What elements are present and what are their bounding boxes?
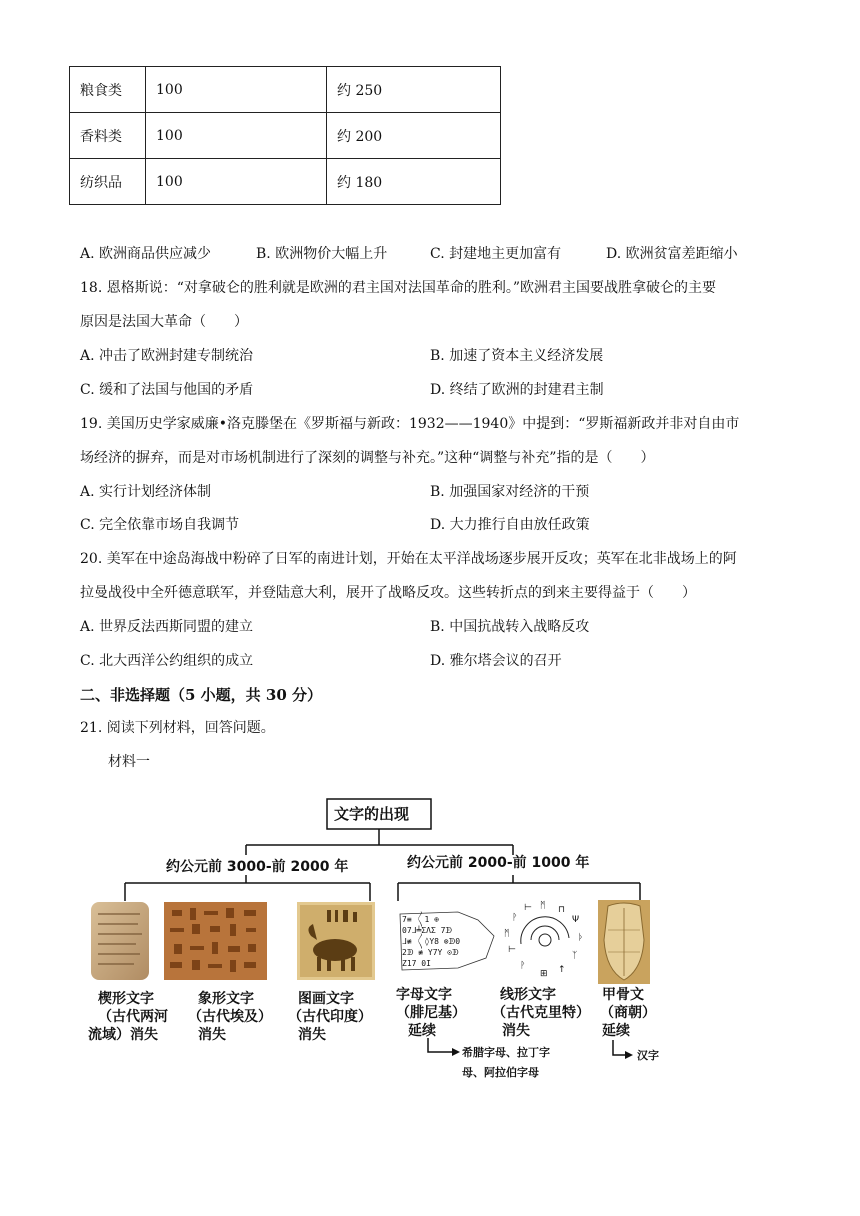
q18-stem-line1: 18. 恩格斯说：“对拿破仑的胜利就是欧洲的君主国对法国革命的胜利。”欧洲君主国要战胜拿破仑的主要 (80, 280, 717, 296)
oracle-bone-image (598, 900, 650, 984)
q17-option-d: D. 欧洲贫富差距缩小 (606, 246, 738, 262)
q17-option-c: C. 封建地主更加富有 (430, 246, 562, 262)
section-heading: 二、非选择题（5 小题，共 30 分） (80, 686, 322, 704)
writing-origin-diagram (80, 790, 680, 1100)
q18-option-d: D. 终结了欧洲的封建君主制 (430, 382, 604, 398)
table-row (70, 113, 501, 159)
table-cell: 香料类 (70, 113, 146, 159)
q19-option-c: C. 完全依靠市场自我调节 (80, 517, 240, 533)
svg-text:ᚦ: ᚦ (578, 933, 584, 943)
script-status: 消失 (298, 1027, 326, 1043)
script-name: 线形文字 (500, 987, 556, 1003)
script-status: 延续 (602, 1023, 630, 1039)
table-row (70, 159, 501, 205)
price-table (69, 66, 501, 205)
script-place: （古代克里特） (492, 1005, 590, 1021)
q19-option-a: A. 实行计划经济体制 (80, 484, 212, 500)
q19-stem-line1: 19. 美国历史学家威廉•洛克滕堡在《罗斯福与新政：1932——1940》中提到：“罗斯福新政并非对自由市 (80, 416, 740, 432)
hieroglyph-image (164, 902, 267, 980)
indus-seal-image (297, 902, 375, 980)
material-label: 材料一 (108, 754, 150, 770)
table-cell: 约 180 (327, 159, 501, 205)
alphabet-descendants-line2: 母、阿拉伯字母 (462, 1066, 539, 1079)
script-name: 楔形文字 (98, 991, 154, 1007)
cuneiform-label (88, 990, 168, 1044)
alphabet-descendants (462, 1043, 550, 1083)
svg-text:ᚹ: ᚹ (520, 961, 526, 971)
q20-option-a: A. 世界反法西斯同盟的建立 (80, 619, 254, 635)
svg-text:⊢: ⊢ (524, 903, 532, 913)
q18-option-a: A. 冲击了欧洲封建专制统治 (80, 348, 254, 364)
svg-text:ᛗ: ᛗ (540, 901, 546, 911)
q18-option-b: B. 加速了资本主义经济发展 (430, 348, 604, 364)
script-name: 甲骨文 (602, 987, 644, 1003)
q20-stem-line2: 拉曼战役中全歼德意联军，并登陆意大利，展开了战略反攻。这些转折点的到来主要得益于（ ） (80, 585, 696, 601)
script-name: 象形文字 (198, 991, 254, 1007)
q17-option-a: A. 欧洲商品供应减少 (80, 246, 212, 262)
table-cell: 粮食类 (70, 67, 146, 113)
table-cell: 纺织品 (70, 159, 146, 205)
diagram-root-label: 文字的出现 (334, 805, 410, 823)
phoenician-glyphs-3: ᒧ≢ 〱◊Y8 ⊗ᗫ0 (402, 937, 461, 946)
script-place: （古代两河 (98, 1009, 168, 1025)
script-status: 消失 (198, 1027, 226, 1043)
q19-stem-line2: 场经济的摒弃，而是对市场机制进行了深刻的调整与补充。”这种“调整与补充”指的是（ ） (80, 450, 655, 466)
svg-text:⊢: ⊢ (508, 945, 516, 955)
script-place: （腓尼基） (396, 1005, 466, 1021)
svg-text:⊓: ⊓ (558, 905, 566, 915)
svg-text:ᛗ: ᛗ (504, 929, 510, 939)
q19-option-b: B. 加强国家对经济的干预 (430, 484, 590, 500)
phoenician-script-image (398, 910, 496, 972)
script-place: （古代埃及） (188, 1009, 272, 1025)
table-cell: 100 (146, 67, 327, 113)
script-status: 消失 (502, 1023, 530, 1039)
right-period-label: 约公元前 2000-前 1000 年 (407, 855, 590, 871)
linear-label (492, 986, 590, 1040)
q18-option-c: C. 缓和了法国与他国的矛盾 (80, 382, 254, 398)
phoenician-label (396, 986, 466, 1040)
q19-option-d: D. 大力推行自由放任政策 (430, 517, 590, 533)
cuneiform-tablet-image (88, 900, 152, 982)
oracle-label (602, 986, 656, 1040)
phoenician-glyphs-4: 2ᗫ ≢ Y7Y ⊙ᗫ (402, 948, 459, 957)
svg-text:↑: ↑ (558, 965, 566, 975)
script-status: 延续 (408, 1023, 436, 1039)
svg-text:ᛉ: ᛉ (572, 951, 578, 961)
table-row (70, 67, 501, 113)
hieroglyph-label (188, 990, 272, 1044)
svg-text:ᚹ: ᚹ (512, 913, 518, 923)
table-cell: 约 200 (327, 113, 501, 159)
alphabet-descendants-line1: 希腊字母、拉丁字 (462, 1046, 550, 1059)
script-place: （商朝） (600, 1005, 656, 1021)
table-cell: 约 250 (327, 67, 501, 113)
script-name: 字母文字 (396, 987, 452, 1003)
q20-stem-line1: 20. 美军在中途岛海战中粉碎了日军的南进计划，开始在太平洋战场逐步展开反攻；英军在北非战场上的阿 (80, 551, 737, 567)
table-cell: 100 (146, 159, 327, 205)
q20-option-c: C. 北大西洋公约组织的成立 (80, 653, 254, 669)
q18-stem-line2: 原因是法国大革命（ ） (80, 314, 248, 330)
q20-option-d: D. 雅尔塔会议的召开 (430, 653, 562, 669)
linear-script-image (500, 900, 590, 982)
indus-label (288, 990, 372, 1044)
phoenician-glyphs-2: 07ᒧ╧ΣΛΣ 7ᗫ (402, 926, 453, 935)
script-name: 图画文字 (298, 991, 354, 1007)
left-period-label: 约公元前 3000-前 2000 年 (166, 859, 349, 875)
script-place: （古代印度） (288, 1009, 372, 1025)
table-cell: 100 (146, 113, 327, 159)
phoenician-glyphs-1: 7≡ 〱1 ⊕ (402, 915, 439, 924)
q20-option-b: B. 中国抗战转入战略反攻 (430, 619, 590, 635)
phoenician-glyphs-5: Z17 0I (402, 959, 431, 968)
svg-text:Ψ: Ψ (572, 915, 580, 925)
oracle-descendant: 汉字 (637, 1049, 659, 1062)
q17-option-b: B. 欧洲物价大幅上升 (256, 246, 388, 262)
svg-text:⊞: ⊞ (540, 969, 548, 979)
q21-stem: 21. 阅读下列材料，回答问题。 (80, 720, 275, 736)
script-status: 流域）消失 (88, 1027, 158, 1043)
